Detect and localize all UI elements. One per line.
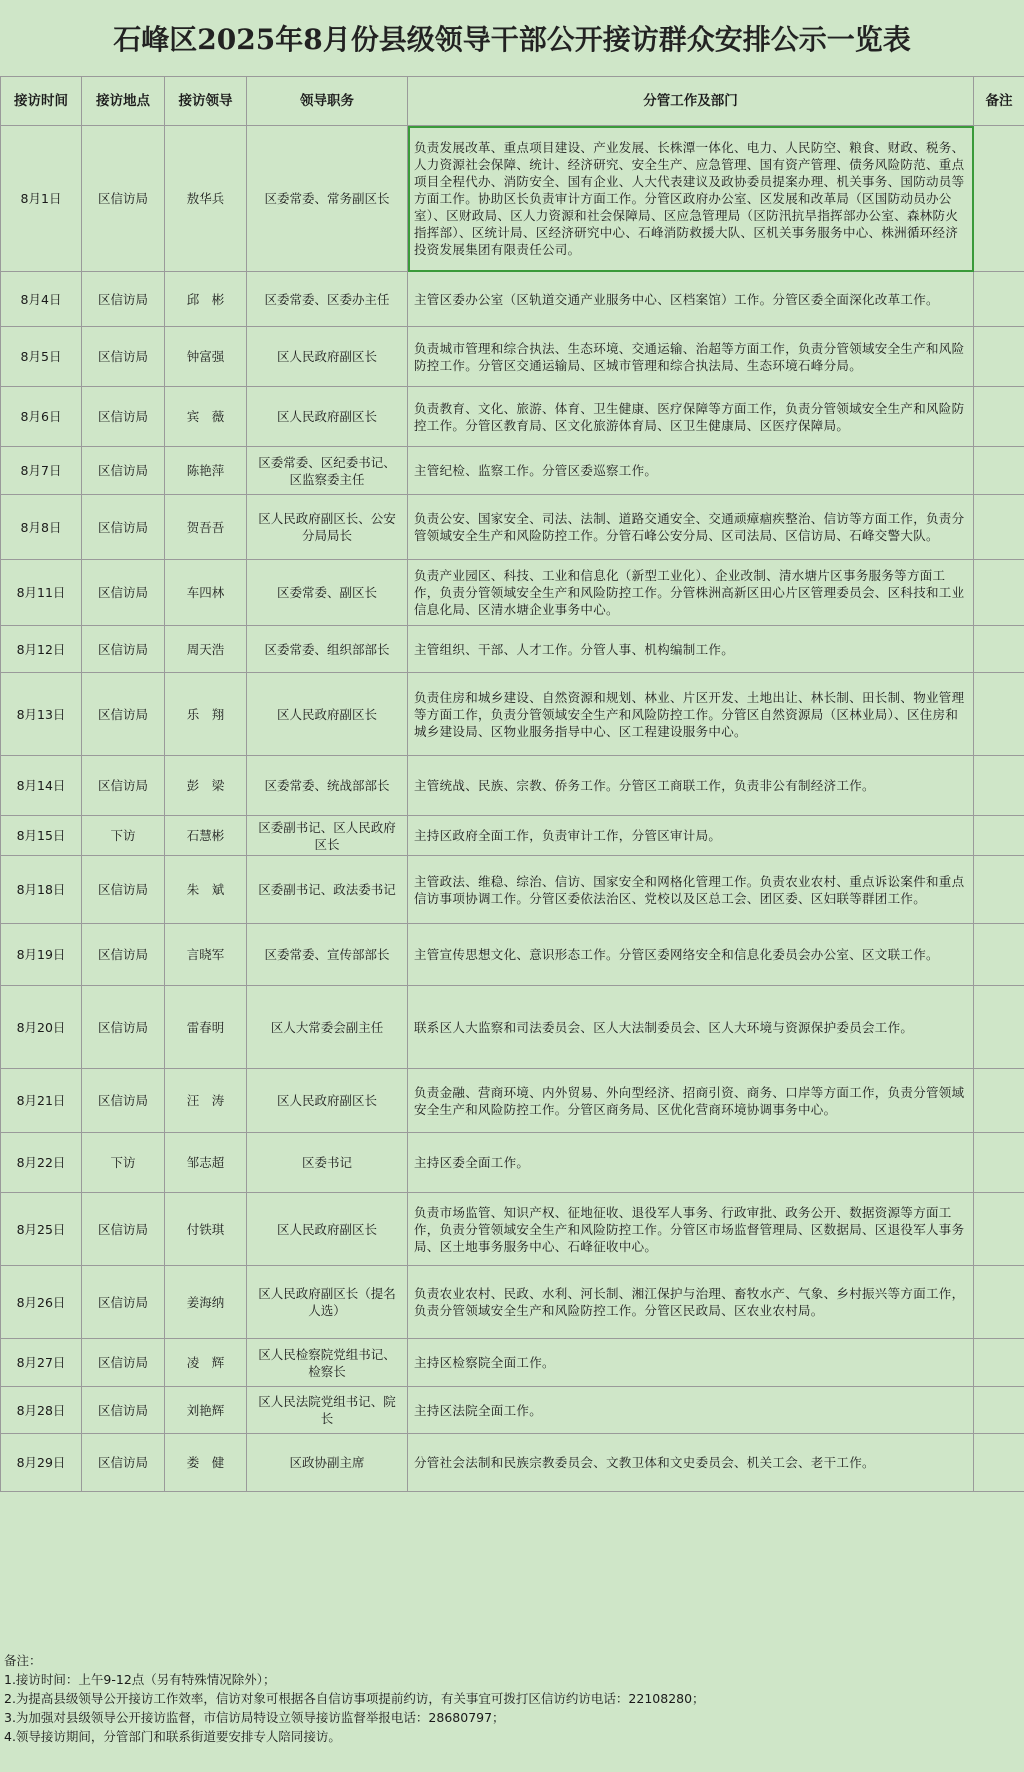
cell-note (974, 856, 1024, 924)
table-row (1, 673, 1024, 756)
cell-leader: 陈艳萍 (165, 447, 247, 495)
cell-date: 8月21日 (1, 1069, 82, 1133)
note-item: 3.为加强对县级领导公开接访监督，市信访局特设立领导接访监督举报电话：28680797； (4, 1710, 505, 1725)
cell-work: 负责住房和城乡建设、自然资源和规划、林业、片区开发、土地出让、林长制、田长制、物业管理等方面工作，负责分管领域安全生产和风险防控工作。分管区自然资源局（区林业局）、区住房和城乡建设局、区物业服务指导中心、区工程建设服务中心。 (408, 673, 974, 756)
cell-title: 区委常委、统战部部长 (247, 756, 408, 816)
cell-note (974, 560, 1024, 626)
table-row (1, 327, 1024, 387)
cell-place: 区信访局 (82, 986, 165, 1069)
cell-title: 区人民政府副区长 (247, 673, 408, 756)
cell-date: 8月8日 (1, 495, 82, 560)
cell-date: 8月22日 (1, 1133, 82, 1193)
cell-place: 区信访局 (82, 1193, 165, 1266)
cell-place: 区信访局 (82, 327, 165, 387)
cell-place: 区信访局 (82, 126, 165, 272)
cell-note (974, 1193, 1024, 1266)
cell-work: 负责公安、国家安全、司法、法制、道路交通安全、交通顽瘴痼疾整治、信访等方面工作，负责分管领域安全生产和风险防控工作。分管石峰公安分局、区司法局、区信访局、石峰交警大队。 (408, 495, 974, 560)
cell-date: 8月27日 (1, 1339, 82, 1387)
cell-work: 主管宣传思想文化、意识形态工作。分管区委网络安全和信息化委员会办公室、区文联工作。 (408, 924, 974, 986)
cell-date: 8月11日 (1, 560, 82, 626)
cell-place: 区信访局 (82, 924, 165, 986)
cell-date: 8月4日 (1, 272, 82, 327)
cell-title: 区人民政府副区长 (247, 387, 408, 447)
cell-place: 区信访局 (82, 447, 165, 495)
table-row (1, 387, 1024, 447)
cell-title: 区委常委、副区长 (247, 560, 408, 626)
cell-place: 区信访局 (82, 626, 165, 673)
cell-leader: 邹志超 (165, 1133, 247, 1193)
cell-work: 负责城市管理和综合执法、生态环境、交通运输、治超等方面工作，负责分管领域安全生产和风险防控工作。分管区交通运输局、区城市管理和综合执法局、生态环境石峰分局。 (408, 327, 974, 387)
cell-date: 8月6日 (1, 387, 82, 447)
cell-work: 分管社会法制和民族宗教委员会、文教卫体和文史委员会、机关工会、老干工作。 (408, 1434, 974, 1492)
cell-note (974, 1387, 1024, 1434)
table-body (1, 126, 1024, 1492)
header-place: 接访地点 (82, 77, 165, 126)
cell-date: 8月12日 (1, 626, 82, 673)
table-row (1, 1069, 1024, 1133)
schedule-table (0, 76, 1024, 1492)
cell-work: 主管区委办公室（区轨道交通产业服务中心、区档案馆）工作。分管区委全面深化改革工作。 (408, 272, 974, 327)
table-row (1, 986, 1024, 1069)
cell-work: 联系区人大监察和司法委员会、区人大法制委员会、区人大环境与资源保护委员会工作。 (408, 986, 974, 1069)
cell-work: 负责市场监管、知识产权、征地征收、退役军人事务、行政审批、政务公开、数据资源等方面工作，负责分管领域安全生产和风险防控工作。分管区市场监督管理局、区数据局、区退役军人事务局、区土地事务服务中心、石峰征收中心。 (408, 1193, 974, 1266)
cell-title: 区人民检察院党组书记、检察长 (247, 1339, 408, 1387)
cell-place: 区信访局 (82, 272, 165, 327)
notes-heading: 备注： (4, 1653, 42, 1668)
table-row (1, 560, 1024, 626)
cell-leader: 汪 涛 (165, 1069, 247, 1133)
header-title: 领导职务 (247, 77, 408, 126)
note-item: 1.接访时间：上午9-12点（另有特殊情况除外）； (4, 1672, 276, 1687)
cell-note (974, 986, 1024, 1069)
cell-date: 8月13日 (1, 673, 82, 756)
note-item: 4.领导接访期间，分管部门和联系街道要安排专人陪同接访。 (4, 1729, 341, 1744)
cell-note (974, 1339, 1024, 1387)
cell-note (974, 447, 1024, 495)
table-row (1, 626, 1024, 673)
cell-place: 区信访局 (82, 1339, 165, 1387)
cell-title: 区人民法院党组书记、院长 (247, 1387, 408, 1434)
cell-date: 8月25日 (1, 1193, 82, 1266)
cell-note (974, 816, 1024, 856)
cell-leader: 刘艳辉 (165, 1387, 247, 1434)
cell-leader: 雷春明 (165, 986, 247, 1069)
table-header-row (1, 77, 1024, 126)
cell-note (974, 1069, 1024, 1133)
cell-note (974, 1434, 1024, 1492)
cell-note (974, 924, 1024, 986)
cell-title: 区政协副主席 (247, 1434, 408, 1492)
cell-leader: 彭 梁 (165, 756, 247, 816)
cell-note (974, 495, 1024, 560)
cell-leader: 钟富强 (165, 327, 247, 387)
cell-work: 负责教育、文化、旅游、体育、卫生健康、医疗保障等方面工作，负责分管领域安全生产和风险防控工作。分管区教育局、区文化旅游体育局、区卫生健康局、区医疗保障局。 (408, 387, 974, 447)
cell-work: 主管纪检、监察工作。分管区委巡察工作。 (408, 447, 974, 495)
cell-note (974, 756, 1024, 816)
cell-date: 8月14日 (1, 756, 82, 816)
cell-date: 8月5日 (1, 327, 82, 387)
cell-place: 区信访局 (82, 1434, 165, 1492)
cell-leader: 贺吾吾 (165, 495, 247, 560)
cell-note (974, 626, 1024, 673)
table-row (1, 1434, 1024, 1492)
cell-date: 8月26日 (1, 1266, 82, 1339)
cell-note (974, 126, 1024, 272)
cell-leader: 车四林 (165, 560, 247, 626)
cell-leader: 姜海纳 (165, 1266, 247, 1339)
cell-note (974, 1133, 1024, 1193)
cell-date: 8月18日 (1, 856, 82, 924)
notes-section (0, 1645, 1024, 1772)
cell-place: 区信访局 (82, 560, 165, 626)
cell-place: 区信访局 (82, 1266, 165, 1339)
cell-place: 区信访局 (82, 756, 165, 816)
cell-title: 区人民政府副区长 (247, 1069, 408, 1133)
cell-title: 区委书记 (247, 1133, 408, 1193)
cell-work: 主管统战、民族、宗教、侨务工作。分管区工商联工作，负责非公有制经济工作。 (408, 756, 974, 816)
cell-leader: 乐 翔 (165, 673, 247, 756)
table-row (1, 816, 1024, 856)
cell-note (974, 272, 1024, 327)
cell-date: 8月19日 (1, 924, 82, 986)
table-row (1, 1266, 1024, 1339)
cell-title: 区委常委、区委办主任 (247, 272, 408, 327)
cell-place: 区信访局 (82, 856, 165, 924)
cell-date: 8月7日 (1, 447, 82, 495)
cell-title: 区人民政府副区长、公安分局局长 (247, 495, 408, 560)
cell-note (974, 327, 1024, 387)
cell-work: 主管政法、维稳、综治、信访、国家安全和网格化管理工作。负责农业农村、重点诉讼案件和重点信访事项协调工作。分管区委依法治区、党校以及区总工会、团区委、区妇联等群团工作。 (408, 856, 974, 924)
table-row (1, 447, 1024, 495)
table-row (1, 1387, 1024, 1434)
cell-date: 8月15日 (1, 816, 82, 856)
cell-title: 区人大常委会副主任 (247, 986, 408, 1069)
cell-place: 区信访局 (82, 1387, 165, 1434)
table-row (1, 756, 1024, 816)
cell-note (974, 387, 1024, 447)
cell-place: 下访 (82, 1133, 165, 1193)
cell-leader: 敖华兵 (165, 126, 247, 272)
table-row (1, 495, 1024, 560)
table-row (1, 924, 1024, 986)
cell-date: 8月20日 (1, 986, 82, 1069)
cell-leader: 宾 薇 (165, 387, 247, 447)
table-row (1, 856, 1024, 924)
cell-leader: 付铁琪 (165, 1193, 247, 1266)
cell-place: 区信访局 (82, 387, 165, 447)
page-title: 石峰区2025年8月份县级领导干部公开接访群众安排公示一览表 (113, 23, 911, 56)
cell-leader: 凌 辉 (165, 1339, 247, 1387)
header-work: 分管工作及部门 (408, 77, 974, 126)
cell-work: 主持区委全面工作。 (408, 1133, 974, 1193)
table-row (1, 272, 1024, 327)
cell-title: 区人民政府副区长 (247, 1193, 408, 1266)
cell-title: 区委常委、宣传部部长 (247, 924, 408, 986)
cell-work: 主持区检察院全面工作。 (408, 1339, 974, 1387)
note-item: 2.为提高县级领导公开接访工作效率，信访对象可根据各自信访事项提前约访，有关事宜可拨打区信访约访电话：22108280； (4, 1691, 705, 1706)
cell-leader: 石慧彬 (165, 816, 247, 856)
cell-leader: 言晓军 (165, 924, 247, 986)
table-row (1, 1339, 1024, 1387)
cell-title: 区委常委、区纪委书记、区监察委主任 (247, 447, 408, 495)
cell-note (974, 1266, 1024, 1339)
cell-title: 区委常委、常务副区长 (247, 126, 408, 272)
cell-work: 主持区法院全面工作。 (408, 1387, 974, 1434)
header-note: 备注 (974, 77, 1024, 126)
cell-leader: 周天浩 (165, 626, 247, 673)
cell-title: 区委副书记、政法委书记 (247, 856, 408, 924)
table-row (1, 1193, 1024, 1266)
cell-note (974, 673, 1024, 756)
cell-place: 区信访局 (82, 495, 165, 560)
cell-title: 区人民政府副区长（提名人选） (247, 1266, 408, 1339)
cell-leader: 娄 健 (165, 1434, 247, 1492)
cell-leader: 朱 斌 (165, 856, 247, 924)
cell-place: 区信访局 (82, 1069, 165, 1133)
cell-date: 8月29日 (1, 1434, 82, 1492)
cell-date: 8月28日 (1, 1387, 82, 1434)
cell-title: 区人民政府副区长 (247, 327, 408, 387)
cell-work: 负责农业农村、民政、水利、河长制、湘江保护与治理、畜牧水产、气象、乡村振兴等方面工作，负责分管领域安全生产和风险防控工作。分管区民政局、区农业农村局。 (408, 1266, 974, 1339)
header-leader: 接访领导 (165, 77, 247, 126)
header-date: 接访时间 (1, 77, 82, 126)
cell-work: 主管组织、干部、人才工作。分管人事、机构编制工作。 (408, 626, 974, 673)
cell-title: 区委副书记、区人民政府区长 (247, 816, 408, 856)
cell-work: 负责产业园区、科技、工业和信息化（新型工业化）、企业改制、清水塘片区事务服务等方面工作，负责分管领域安全生产和风险防控工作。分管株洲高新区田心片区管理委员会、区科技和工业信息化局、区清水塘企业事务中心。 (408, 560, 974, 626)
cell-place: 区信访局 (82, 673, 165, 756)
cell-work: 主持区政府全面工作，负责审计工作，分管区审计局。 (408, 816, 974, 856)
cell-work: 负责金融、营商环境、内外贸易、外向型经济、招商引资、商务、口岸等方面工作，负责分管领域安全生产和风险防控工作。分管区商务局、区优化营商环境协调事务中心。 (408, 1069, 974, 1133)
cell-title: 区委常委、组织部部长 (247, 626, 408, 673)
cell-date: 8月1日 (1, 126, 82, 272)
table-row (1, 126, 1024, 272)
table-row (1, 1133, 1024, 1193)
cell-work: 负责发展改革、重点项目建设、产业发展、长株潭一体化、电力、人民防空、粮食、财政、税务、人力资源社会保障、统计、经济研究、安全生产、应急管理、国有资产管理、债务风险防范、重点项目全程代办、消防安全、国有企业、人大代表建议及政协委员提案办理、机关事务、国防动员等方面工作。协助区长负责审计方面工作。分管区政府办公室、区发展和改革局（区国防动员办公室）、区财政局、区人力资源和社会保障局、区应急管理局（区防汛抗旱指挥部办公室、森林防火指挥部）、区统计局、区经济研究中心、石峰消防救援大队、区机关事务服务中心、株洲循环经济投资发展集团有限责任公司。 (408, 126, 974, 272)
cell-place: 下访 (82, 816, 165, 856)
cell-leader: 邱 彬 (165, 272, 247, 327)
